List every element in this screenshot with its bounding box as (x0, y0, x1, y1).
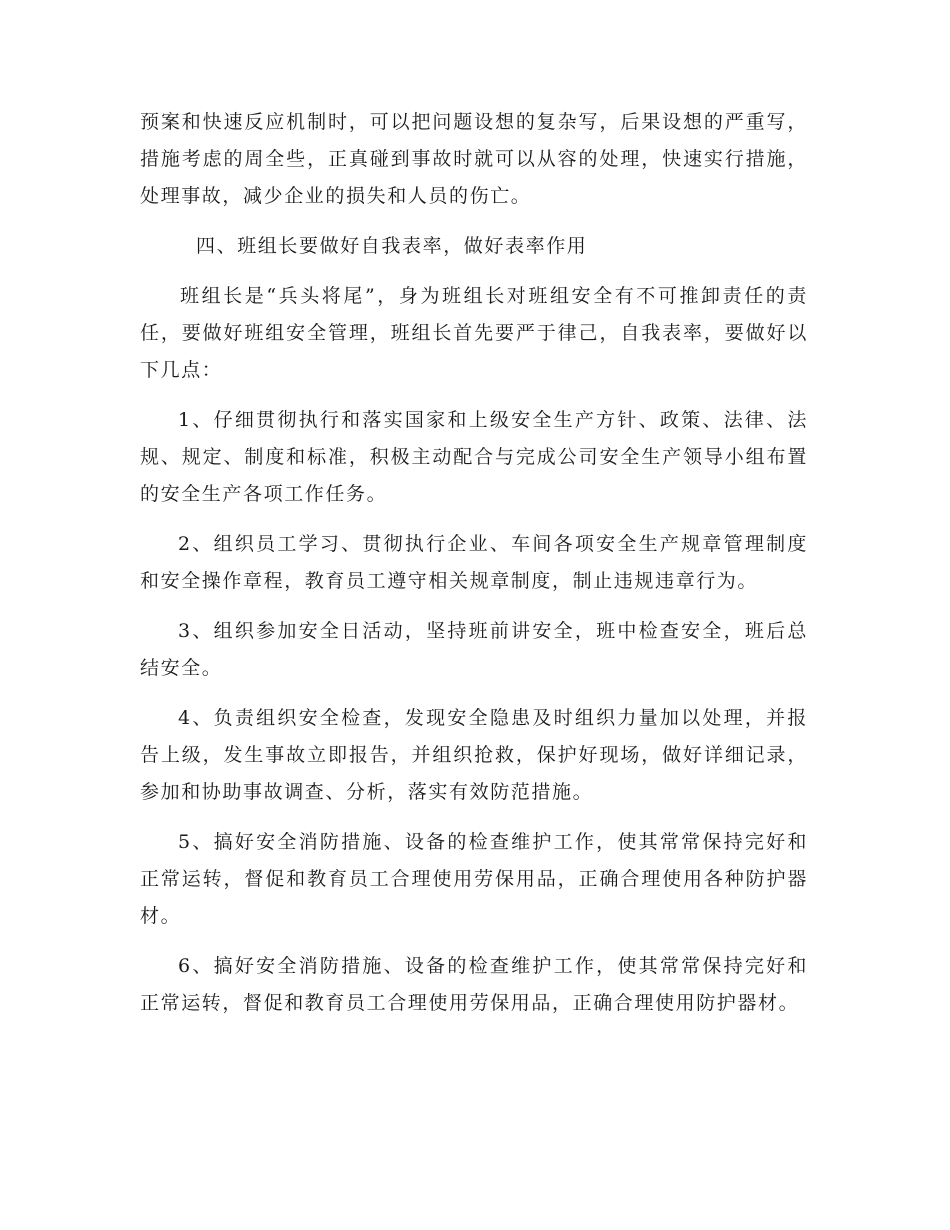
paragraph-intro: 班组长是“兵头将尾”，身为班组长对班组安全有不可推卸责任的责任，要做好班组安全管理，班组长首先要严于律己，自我表率，要做好以下几点： (140, 285, 808, 381)
document-body (140, 104, 808, 1022)
list-item-1: 1、仔细贯彻执行和落实国家和上级安全生产方针、政策、法律、法规、规定、制度和标准，积极主动配合与完成公司安全生产领导小组布置的安全生产各项工作任务。 (140, 409, 808, 505)
list-item-2: 2、组织员工学习、贯彻执行企业、车间各项安全生产规章管理制度和安全操作章程，教育员工遵守相关规章制度，制止违规违章行为。 (140, 533, 808, 592)
section-heading: 四、班组长要做好自我表率，做好表率作用 (196, 235, 588, 257)
list-item-6: 6、搞好安全消防措施、设备的检查维护工作，使其常常保持完好和正常运转，督促和教育员工合理使用劳保用品，正确合理使用防护器材。 (140, 955, 808, 1014)
list-item-5: 5、搞好安全消防措施、设备的检查维护工作，使其常常保持完好和正常运转，督促和教育员工合理使用劳保用品，正确合理使用各种防护器材。 (140, 831, 808, 927)
list-item-4: 4、负责组织安全检查，发现安全隐患及时组织力量加以处理，并报告上级，发生事故立即报告，并组织抢救，保护好现场，做好详细记录，参加和协助事故调查、分析，落实有效防范措施。 (140, 707, 808, 803)
paragraph-continuation: 预案和快速反应机制时，可以把问题设想的复杂写，后果设想的严重写，措施考虑的周全些，正真碰到事故时就可以从容的处理，快速实行措施，处理事故，减少企业的损失和人员的伤亡。 (140, 111, 808, 207)
list-item-3: 3、组织参加安全日活动，坚持班前讲安全，班中检查安全，班后总结安全。 (140, 620, 808, 679)
